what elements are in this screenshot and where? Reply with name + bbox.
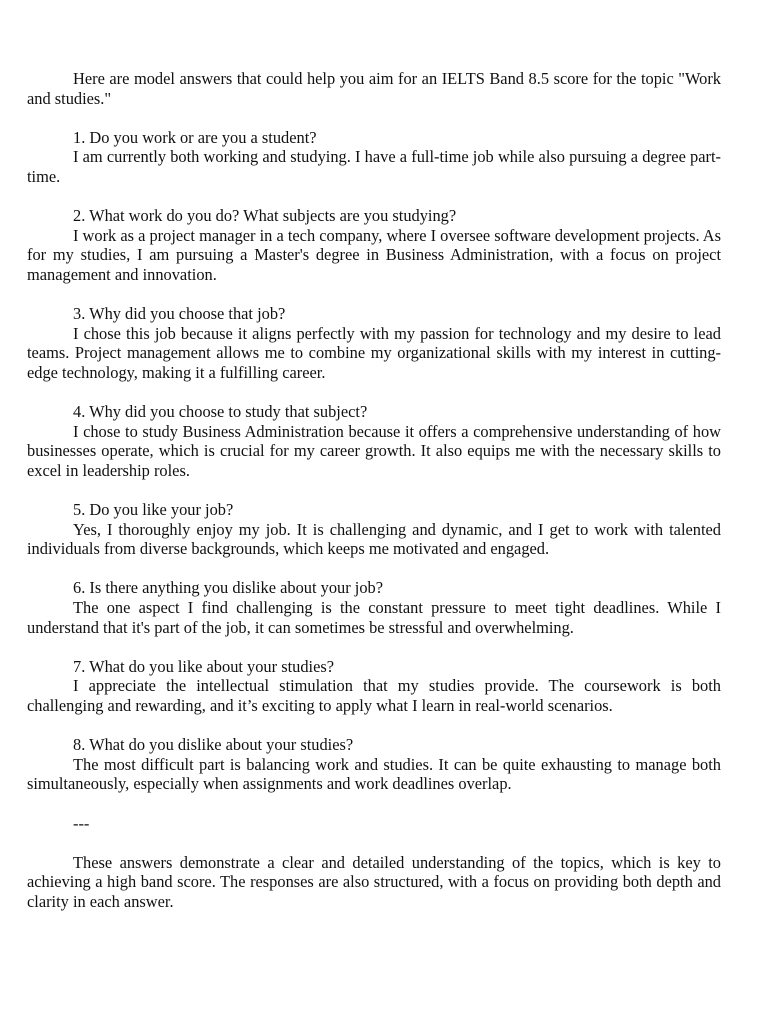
question-8: 8. What do you dislike about your studies? bbox=[73, 735, 354, 755]
spacer bbox=[27, 559, 721, 579]
question-3: 3. Why did you choose that job? bbox=[73, 304, 286, 324]
spacer bbox=[27, 187, 721, 207]
spacer bbox=[27, 285, 721, 305]
answer-6: The one aspect I find challenging is the constant pressure to meet tight deadlines. While I understand that it's part of the job, it can sometimes be stressful and overwhelming. bbox=[27, 598, 721, 637]
question-4: 4. Why did you choose to study that subject? bbox=[73, 402, 368, 422]
question-2: 2. What work do you do? What subjects are you studying? bbox=[73, 206, 457, 226]
spacer bbox=[27, 383, 721, 403]
spacer bbox=[27, 108, 721, 128]
answer-1: I am currently both working and studying. I have a full-time job while also pursuing a degree part-time. bbox=[27, 147, 721, 186]
spacer bbox=[27, 480, 721, 500]
answer-4: I chose to study Business Administration because it offers a comprehensive understanding of how businesses operate, which is crucial for my career growth. It also equips me with the necessary skills to excel in leadership roles. bbox=[27, 421, 721, 480]
question-1: 1. Do you work or are you a student? bbox=[73, 127, 317, 147]
spacer bbox=[27, 833, 721, 853]
conclusion-paragraph: These answers demonstrate a clear and detailed understanding of the topics, which is key to achieving a high band score. The responses are also structured, with a focus on providing both depth and clarity in each answer. bbox=[27, 852, 721, 911]
spacer bbox=[27, 716, 721, 736]
spacer bbox=[27, 637, 721, 657]
section-divider: --- bbox=[73, 813, 90, 833]
question-6: 6. Is there anything you dislike about your job? bbox=[73, 578, 383, 598]
spacer bbox=[27, 794, 721, 814]
answer-7: I appreciate the intellectual stimulation that my studies provide. The coursework is both challenging and rewarding, and it’s exciting to apply what I learn in real-world scenarios. bbox=[27, 676, 721, 715]
document-body bbox=[27, 69, 721, 912]
answer-3: I chose this job because it aligns perfectly with my passion for technology and my desire to lead teams. Project management allows me to combine my organizational skills with my interest in cutting-edge technology, making it a fulfilling career. bbox=[27, 323, 721, 382]
answer-8: The most difficult part is balancing work and studies. It can be quite exhausting to manage both simultaneously, especially when assignments and work deadlines overlap. bbox=[27, 754, 721, 794]
answer-2: I work as a project manager in a tech company, where I oversee software development projects. As for my studies, I am pursuing a Master's degree in Business Administration, with a focus on project management and innovation. bbox=[27, 225, 721, 284]
intro-paragraph: Here are model answers that could help you aim for an IELTS Band 8.5 score for the topic "Work and studies." bbox=[27, 69, 721, 108]
question-5: 5. Do you like your job? bbox=[73, 500, 234, 520]
answer-5: Yes, I thoroughly enjoy my job. It is challenging and dynamic, and I get to work with talented individuals from diverse backgrounds, which keeps me motivated and engaged. bbox=[27, 519, 721, 559]
question-7: 7. What do you like about your studies? bbox=[73, 656, 334, 676]
